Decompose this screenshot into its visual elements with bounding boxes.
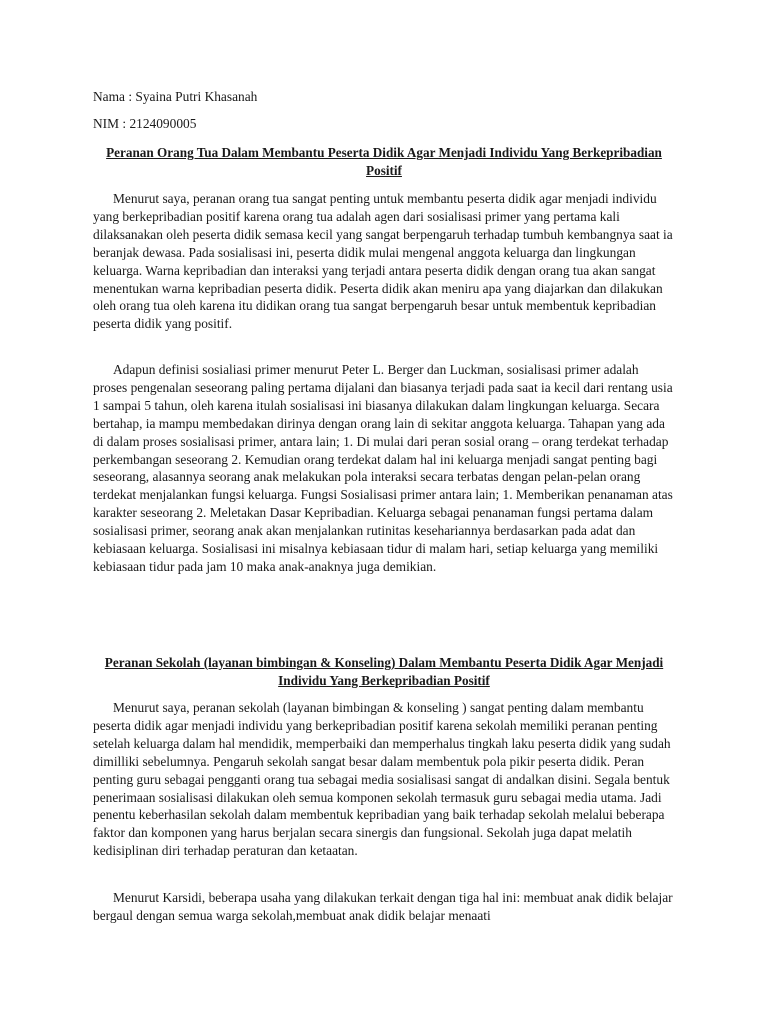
section-1-paragraph-2: Adapun definisi sosialiasi primer menurut Peter L. Berger dan Luckman, sosialisasi primer adalah proses pengenalan seseorang paling pertama dijalani dan biasanya terjadi pada saat ia kecil dari rentang usia 1 sampai 5 tahun, oleh karena itulah sosialisasi ini biasanya dilakukan dalam lingkungan keluarga. Secara bertahap, ia mampu membedakan dirinya dengan orang lain di sekitar anggota keluarga. Tahapan yang ada di dalam proses sosialisasi primer, antara lain; 1. Di mulai dari peran sosial orang – orang terdekat terhadap perkembangan seseorang 2. Kemudian orang terdekat dalam hal ini keluarga menjadi sangat penting bagi seseorang, alasannya seorang anak melakukan pola interaksi secara terbatas dengan pelan-pelan orang terdekat menjalankan fungsi keluarga. Fungsi Sosialisasi primer antara lain; 1. Memberikan penanaman atas karakter seseorang 2. Meletakan Dasar Kepribadian. Keluarga sebagai penanaman fungsi pertama dalam sosialisasi primer, seorang anak akan menjalankan rutinitas kesehariannya berdasarkan pada adat dan kebiasaan keluarga. Sosialisasi ini misalnya kebiasaan tidur di malam hari, setiap keluarga yang memiliki kebiasaan tidur pada jam 10 maka anak-anaknya juga demikian. <box>93 362 673 574</box>
section-1-paragraph-1: Menurut saya, peranan orang tua sangat penting untuk membantu peserta didik agar menjadi individu yang berkepribadian positif karena orang tua adalah agen dari sosialisasi primer yang pertama kali dilaksanakan oleh peserta didik semasa kecil yang sangat berpengaruh terhadap tumbuh kembangnya saat ia beranjak dewasa. Pada sosialisasi ini, peserta didik mulai mengenal anggota keluarga dan lingkungan keluarga. Warna kepribadian dan interaksi yang terjadi antara peserta didik dengan orang tua akan sangat menentukan warna kepribadian peserta didik. Peserta didik akan meniru apa yang diajarkan dan dilakukan oleh orang tua oleh karena itu didikan orang tua sangat berpengaruh besar untuk membentuk kepribadian peserta didik yang positif. <box>93 191 673 332</box>
section-2-heading: Peranan Sekolah (layanan bimbingan & Konseling) Dalam Membantu Peserta Didik Agar Menjadi Individu Yang Berkepribadian Positif <box>104 655 664 688</box>
section-2-paragraph-1: Menurut saya, peranan sekolah (layanan bimbingan & konseling ) sangat penting dalam membantu peserta didik agar menjadi individu yang berkepribadian positif karena sekolah memiliki peranan penting setelah keluarga dalam hal mendidik, memperbaiki dan memperhalus tingkah laku peserta didik yang sudah dimilliki sebelumnya. Pengaruh sekolah sangat besar dalam membentuk pola pikir peserta didik. Peran penting guru sebagai pengganti orang tua sebagai media sosialisasi sangat di andalkan disini. Segala bentuk penerimaan sosialisasi dilakukan oleh semua komponen sekolah termasuk guru sebagai media utama. Jadi penentu keberhasilan sekolah dalam membentuk kepribadian yang baik terhadap sekolah melalui beberapa faktor dan komponen yang harus berjalan secara sinergis dan fungsional. Sekolah juga dapat melatih kedisiplinan diri terhadap peraturan dan ketaatan. <box>93 700 671 859</box>
section-2-paragraph-2: Menurut Karsidi, beberapa usaha yang dilakukan terkait dengan tiga hal ini: membuat anak didik belajar bergaul dengan semua warga sekolah,membuat anak didik belajar menaati <box>93 890 673 923</box>
student-name: Nama : Syaina Putri Khasanah <box>93 89 258 104</box>
student-nim: NIM : 2124090005 <box>93 116 197 131</box>
section-1-heading: Peranan Orang Tua Dalam Membantu Peserta Didik Agar Menjadi Individu Yang Berkepribadian Positif <box>106 145 662 178</box>
